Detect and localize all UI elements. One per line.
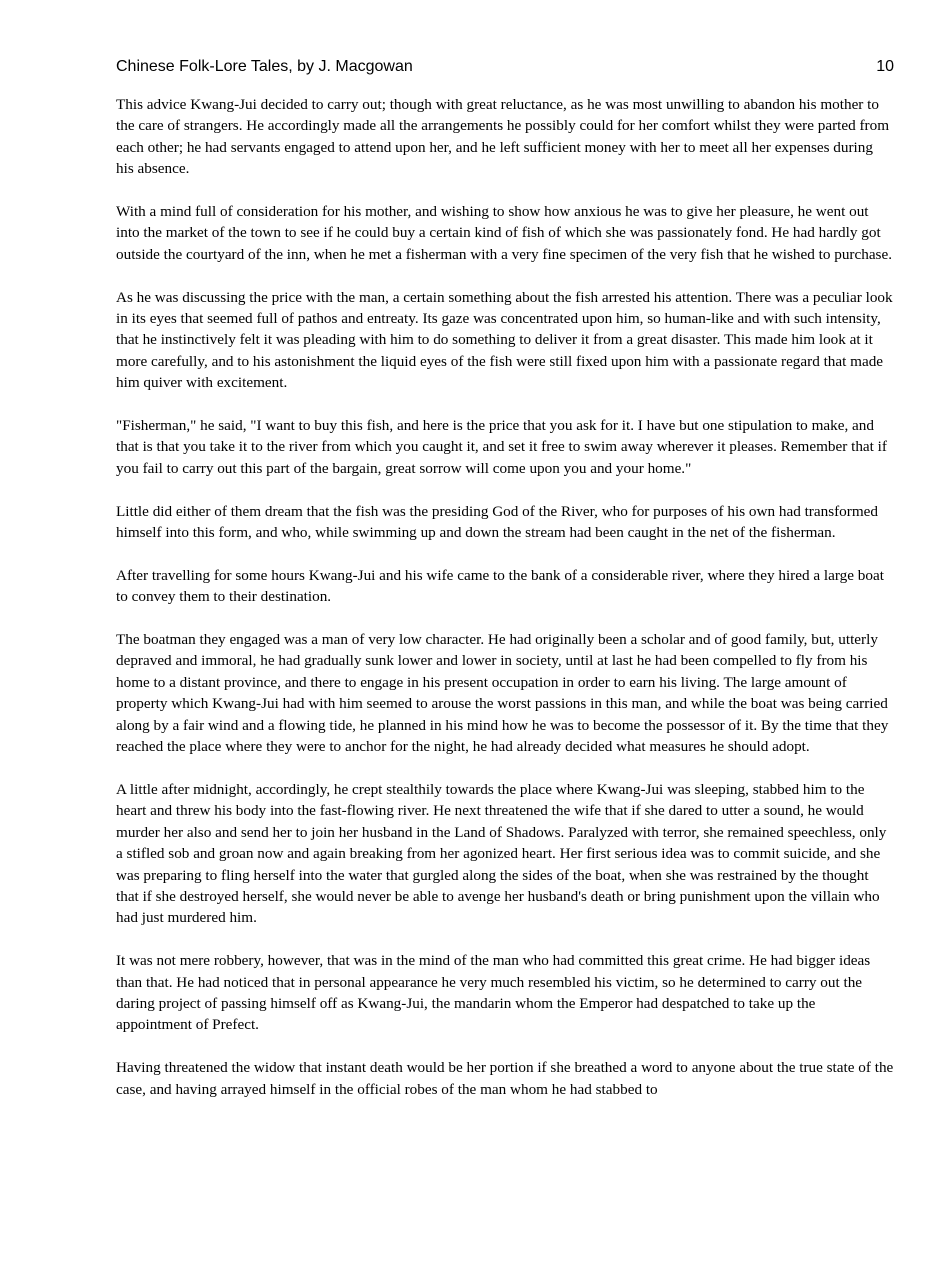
paragraph: This advice Kwang-Jui decided to carry out; though with great reluctance, as he was most unwilling to abandon his mother to the care of strangers. He accordingly made all the arrangements he possibly could for her comfort whilst they were parted from each other; he had servants engaged to attend upon her, and he left sufficient money with her to meet all her expenses during his absence. <box>116 96 890 178</box>
page-number: 10 <box>876 58 894 75</box>
body-text <box>116 94 894 1100</box>
paragraph: The boatman they engaged was a man of very low character. He had originally been a scholar and of good family, but, utterly depraved and immoral, he had gradually sunk lower and lower in society, until at last he had been compelled to fly from his home to a distant province, and there to engage in his present occupation in order to earn his living. The large amount of property which Kwang-Jui had with him seemed to arouse the worst passions in this man, and while the boat was being carried along by a fair wind and a flowing tide, he planned in his mind how he was to become the possessor of it. By the time that they reached the place where they were to anchor for the night, he had already decided what measures he should adopt. <box>116 631 889 756</box>
paragraph: A little after midnight, accordingly, he crept stealthily towards the place where Kwang-Jui was sleeping, stabbed him to the heart and threw his body into the fast-flowing river. He next threatened the wife that if she dared to utter a sound, he would murder her also and send her to join her husband in the Land of Shadows. Paralyzed with terror, she remained speechless, only a stifled sob and groan now and again breaking from her agonized heart. Her first serious idea was to commit suicide, and she was preparing to fling herself into the water that gurgled along the sides of the boat, when she was restrained by the thought that if she destroyed herself, she would never be able to avenge her husband's death or bring punishment upon the villain who had just murdered him. <box>116 780 887 927</box>
page-header <box>116 58 894 80</box>
document-page <box>116 58 894 1121</box>
book-title: Chinese Folk-Lore Tales, by J. Macgowan <box>116 58 413 75</box>
paragraph: Having threatened the widow that instant death would be her portion if she breathed a word to anyone about the true state of the case, and having arrayed himself in the official robes of the man whom he had stabbed to <box>116 1059 894 1098</box>
paragraph: As he was discussing the price with the man, a certain something about the fish arrested his attention. There was a peculiar look in its eyes that seemed full of pathos and entreaty. Its gaze was concentrated upon him, so human-like and with such intensity, that he instinctively felt it was pleading with him to do something to deliver it from a great disaster. This made him look at it more carefully, and to his astonishment the liquid eyes of the fish were still fixed upon him with a passionate regard that made him quiver with excitement. <box>116 288 893 392</box>
paragraph: Little did either of them dream that the fish was the presiding God of the River, who for purposes of his own had transformed himself into this form, and who, while swimming up and down the stream had been caught in the net of the fisherman. <box>116 502 878 542</box>
paragraph: After travelling for some hours Kwang-Jui and his wife came to the bank of a considerable river, where they hired a large boat to convey them to their destination. <box>116 566 884 606</box>
paragraph: With a mind full of consideration for his mother, and wishing to show how anxious he was to give her pleasure, he went out into the market of the town to see if he could buy a certain kind of fish of which she was passionately fond. He had hardly got outside the courtyard of the inn, when he met a fisherman with a very fine specimen of the very fish that he wished to purchase. <box>116 203 893 263</box>
paragraph: It was not mere robbery, however, that was in the mind of the man who had committed this great crime. He had bigger ideas than that. He had noticed that in personal appearance he very much resembled his victim, so he determined to carry out the daring project of passing himself off as Kwang-Jui, the mandarin whom the Emperor had despatched to take up the appointment of Prefect. <box>116 952 871 1034</box>
paragraph: "Fisherman," he said, "I want to buy this fish, and here is the price that you ask for it. I have but one stipulation to make, and that is that you take it to the river from which you caught it, and set it free to swim away wherever it pleases. Remember that if you fail to carry out this part of the bargain, great sorrow will come upon you and your home." <box>116 417 887 477</box>
